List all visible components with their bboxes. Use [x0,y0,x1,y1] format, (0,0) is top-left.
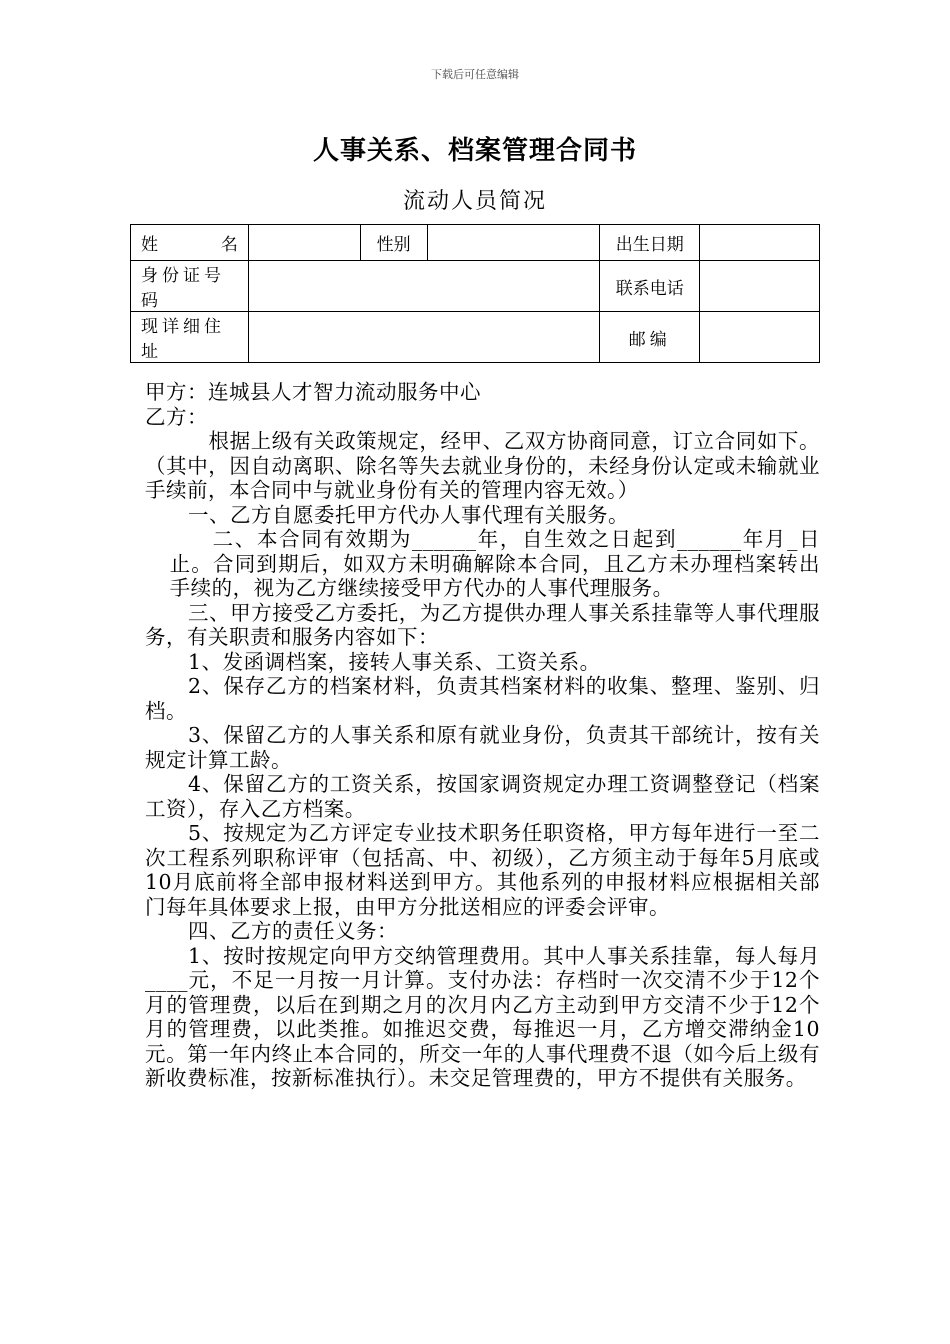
birth-date-label-cell: 出生日期 [600,225,700,261]
id-number-value-cell[interactable] [248,261,599,312]
address-value-cell[interactable] [248,312,599,363]
personnel-info-table [130,224,820,363]
party-b-line: 乙方： [145,404,208,429]
birth-date-value-cell[interactable] [700,225,820,261]
name-value-cell[interactable] [248,225,360,261]
table-row [131,261,820,312]
preamble-paragraph: 根据上级有关政策规定，经甲、乙双方协商同意，订立合同如下。（其中，因自动离职、除名等失去就业身份的，未经身份认定或未输就业手续前，本合同中与就业身份有关的管理内容无效。） [145,429,820,502]
clause-3-item-3: 3、保留乙方的人事关系和原有就业身份，负责其干部统计，按有关规定计算工龄。 [145,723,820,772]
zip-value-cell[interactable] [700,312,820,363]
table-row [131,225,820,261]
clause-3-item-4: 4、保留乙方的工资关系，按国家调资规定办理工资调整登记（档案工资），存入乙方档案。 [145,772,820,821]
address-label-cell: 现详细住址 [131,312,249,363]
clause-4-item-1: 1、按时按规定向甲方交纳管理费用。其中人事关系挂靠，每人每月____元，不足一月按一月计算。支付办法：存档时一次交清不少于12个月的管理费，以后在到期之月的次月内乙方主动到甲方交清不少于12个月的管理费，以此类推。如推迟交费，每推迟一月，乙方增交滞纳金10元。第一年内终止本合同的，所交一年的人事代理费不退（如今后上级有新收费标准，按新标准执行）。未交足管理费的，甲方不提供有关服务。 [145,943,820,1090]
clause-2: 二、本合同有效期为______年，自生效之日起到______年月_日止。合同到期后，如双方未明确解除本合同，且乙方未办理档案转出手续的，视为乙方继续接受甲方代办的人事代理服务。 [169,527,820,600]
gender-label-cell: 性别 [360,225,427,261]
id-number-label-cell: 身份证号码 [131,261,249,312]
name-label-cell [131,225,249,261]
phone-label-cell: 联系电话 [600,261,700,312]
clause-3-item-1: 1、发函调档案，接转人事关系、工资关系。 [188,649,601,674]
document-title: 人事关系、档案管理合同书 [312,136,637,166]
contract-body [145,380,820,1091]
table-row [131,312,820,363]
name-label-part1: 姓 [141,235,158,255]
clause-1: 一、乙方自愿委托甲方代办人事代理有关服务。 [188,502,630,527]
header-note: 下载后可任意编辑 [431,68,519,81]
clause-3-item-2: 2、保存乙方的档案材料，负责其档案材料的收集、整理、鉴别、归档。 [145,674,820,723]
clause-3: 三、甲方接受乙方委托，为乙方提供办理人事关系挂靠等人事代理服务，有关职责和服务内容如下： [145,600,820,649]
zip-label-cell: 邮编 [600,312,700,363]
clause-4: 四、乙方的责任义务： [188,919,399,943]
party-a-line: 甲方：连城县人才智力流动服务中心 [145,380,481,404]
section-subtitle: 流动人员简况 [402,189,547,214]
clause-3-item-5: 5、按规定为乙方评定专业技术职务任职资格，甲方每年进行一至二次工程系列职称评审（包括高、中、初级），乙方须主动于每年5月底或10月底前将全部申报材料送到甲方。其他系列的申报材料应根据相关部门每年具体要求上报，由甲方分批送相应的评委会评审。 [145,821,820,919]
gender-value-cell[interactable] [427,225,600,261]
name-label-part2: 名 [220,235,238,255]
phone-value-cell[interactable] [700,261,820,312]
